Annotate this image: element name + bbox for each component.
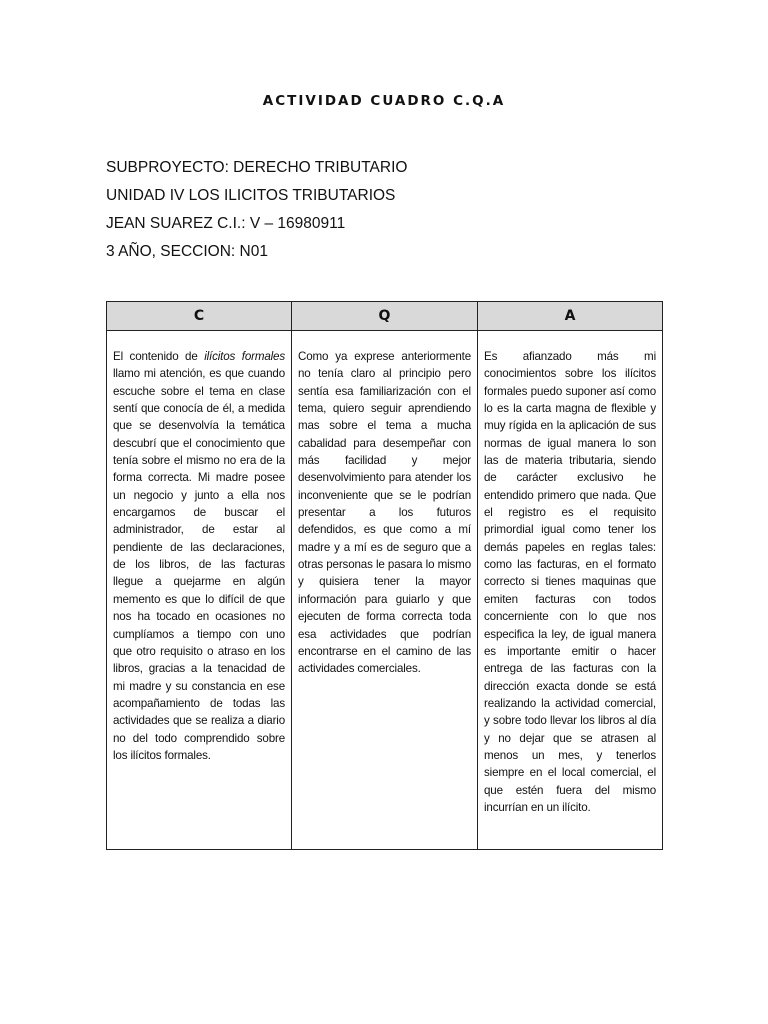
cell-c xyxy=(107,331,292,850)
cell-c-italic-term: ilícitos formales xyxy=(204,350,286,363)
cell-a: Es afianzado más mi conocimientos sobre los ilícitos formales puedo suponer así como lo es la carta magna de flexible y muy rígida en la aplicación de sus normas de igual manera lo son las de materia tributaria, siendo de carácter exclusivo he entendido primero que nada. Que el registro es el requisito primordial igual como tener los demás papeles en reglas tales: como las facturas, en el formato correcto si tienes maquinas que emiten facturas con todos concerniente con lo que nos especifica la ley, de igual manera es importante emitir o hacer entrega de las facturas con la dirección exacta donde se está realizando la actividad comercial, y sobre todo llevar los libros al día y no dejar que se atrasen al menos un mes, y tenerlos siempre en el local comercial, el que estén fuera del mismo incurrían en un ilícito. xyxy=(478,331,663,850)
table-header-row xyxy=(107,302,663,331)
header-c: C xyxy=(107,302,292,331)
cqa-table xyxy=(106,301,663,850)
table-row xyxy=(107,331,663,850)
cell-c-body: llamo mi atención, es que cuando escuche sobre el tema en clase sentí que conocía de él, a medida que se desenvolvía la temática descubrí que el conocimiento que tenía sobre el mismo no era de la forma correcta. Mi madre posee un negocio y junto a ella nos encargamos de buscar el administrador, de estar al pendiente de las declaraciones, de los libros, de las facturas llegue a quejarme en algún memento es que lo difícil de que nos ha tocado en ocasiones no cumplíamos a tiempo con uno que otro requisito o atraso en los libros, gracias a la tenacidad de mi madre y su constancia en ese acompañamiento de todas las actividades que se realiza a diario no del todo comprendido sobre los ilícitos formales. xyxy=(113,367,285,762)
cell-q: Como ya exprese anteriormente no tenía claro al principio pero sentía esa familiarización con el tema, quiero seguir aprendiendo mas sobre el tema a mucha cabalidad para desempeñar con más facilidad y mejor desenvolvimiento para atender los inconveniente que se le podrían presentar a los futuros defendidos, es que como a mí madre y a mí es de seguro que a otras personas le pasara lo mismo y quisiera tener la mayor información para guiarlo y que ejecuten de forma correcta toda esa actividades que podrían encontrarse en el camino de las actividades comerciales. xyxy=(292,331,478,850)
student-line: JEAN SUAREZ C.I.: V – 16980911 xyxy=(106,215,346,232)
unit-line: UNIDAD IV LOS ILICITOS TRIBUTARIOS xyxy=(106,187,396,204)
year-section-line: 3 AÑO, SECCION: N01 xyxy=(106,243,268,260)
header-q: Q xyxy=(292,302,478,331)
document-title: ACTIVIDAD CUADRO C.Q.A xyxy=(262,93,506,109)
header-a: A xyxy=(478,302,663,331)
cell-c-intro: El contenido de xyxy=(113,350,205,363)
subproject-line: SUBPROYECTO: DERECHO TRIBUTARIO xyxy=(106,159,408,176)
